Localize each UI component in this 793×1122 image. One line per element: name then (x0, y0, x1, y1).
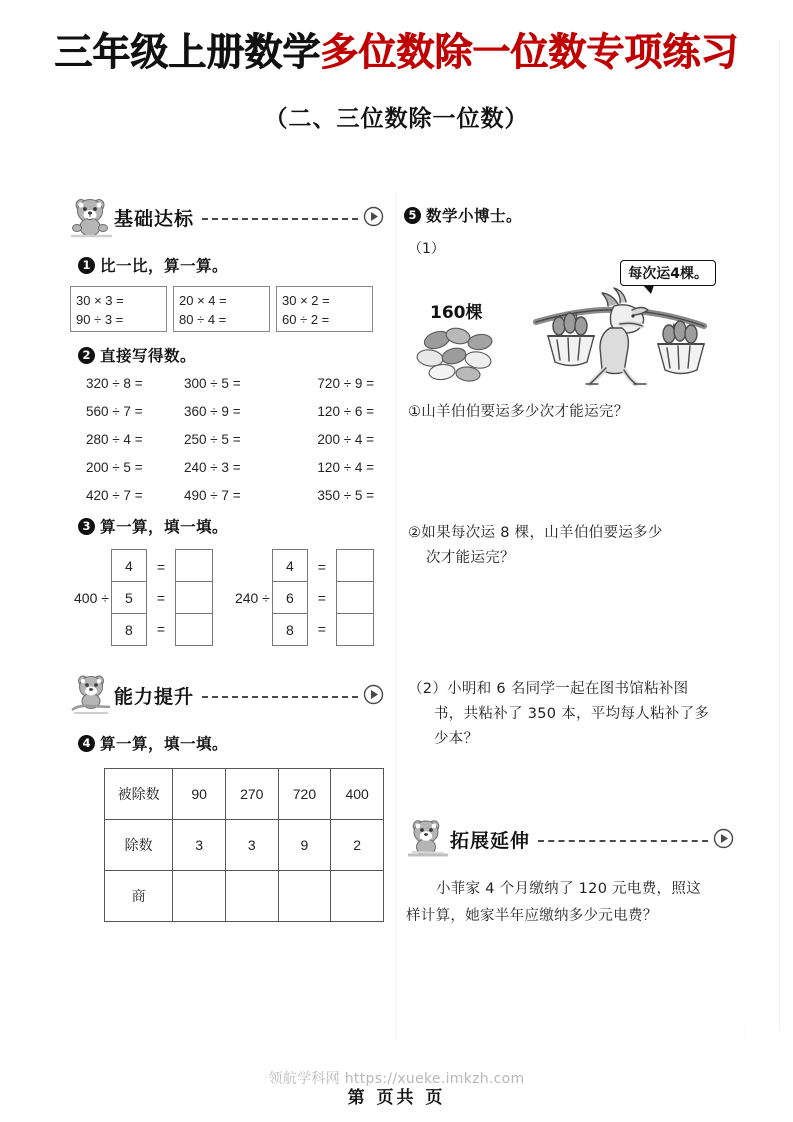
calc-item[interactable]: 350 ÷ 5 = (317, 488, 374, 503)
bear-pencil-mascot-icon (404, 816, 452, 862)
left-column (68, 196, 384, 922)
question-prompt: 直接写得数。 (100, 347, 197, 365)
section-title-extend: 拓展延伸 (450, 830, 531, 852)
question-number: 5 (404, 207, 421, 224)
dividend-label: 240 ÷ (234, 589, 270, 606)
question-3-body (74, 549, 384, 646)
subtitle: （二、三位数除一位数） (264, 106, 529, 132)
equals-sign: = (317, 558, 326, 575)
table-cell[interactable]: 270 (225, 769, 278, 820)
section-divider (202, 218, 358, 220)
question-5-sub2-line2: 次才能运完？ (426, 550, 515, 566)
table-cell[interactable]: 2 (331, 820, 384, 871)
part-label-1: （1） (408, 241, 445, 257)
answer-box[interactable] (337, 614, 373, 645)
answer-box[interactable] (337, 550, 373, 582)
calc-box[interactable] (173, 286, 270, 332)
scan-artifact-line (395, 190, 396, 1040)
equals-sign: = (156, 558, 166, 575)
section-header-extend (404, 818, 734, 864)
calc-item[interactable]: 200 ÷ 5 = (86, 460, 143, 475)
section-header-basic (68, 196, 384, 242)
bear-mascot-icon (68, 194, 116, 240)
question-2-grid (86, 376, 384, 503)
divisor-cell: 4 (273, 550, 307, 582)
question-5-sub1: ①山羊伯伯要运多少次才能运完？ (408, 404, 629, 420)
calc-item[interactable]: 120 ÷ 6 = (317, 404, 374, 419)
dividend-label: 400 ÷ (74, 589, 109, 606)
question-5-part2-line1: （2）小明和 6 名同学一起在图书馆粘补图 (408, 681, 689, 697)
divisor-cell: 4 (112, 550, 146, 582)
calc-item[interactable]: 360 ÷ 9 = (184, 404, 241, 419)
question-number: 2 (78, 347, 95, 364)
right-column (404, 196, 734, 930)
row-header: 商 (105, 871, 173, 922)
extend-question-body (406, 876, 734, 930)
answer-space[interactable] (404, 571, 734, 667)
calc-line: 30 × 3 = (76, 293, 124, 308)
question-1-boxes (70, 286, 384, 332)
row-header: 被除数 (105, 769, 173, 820)
table-cell[interactable]: 3 (225, 820, 278, 871)
calc-item[interactable]: 300 ÷ 5 = (184, 376, 241, 391)
calc-line: 60 ÷ 2 = (282, 312, 330, 327)
divisor-stack (272, 549, 308, 646)
question-number: 1 (78, 257, 95, 274)
table-cell[interactable] (173, 871, 226, 922)
division-group (235, 549, 374, 646)
equals-column (153, 551, 169, 644)
answer-stack (175, 549, 213, 646)
answer-box[interactable] (176, 550, 212, 582)
question-prompt: 数学小博士。 (426, 207, 523, 225)
calc-item[interactable]: 120 ÷ 4 = (317, 460, 374, 475)
table-row (105, 769, 384, 820)
question-1-heading (78, 254, 384, 276)
calc-line: 90 ÷ 3 = (76, 312, 124, 327)
table-cell[interactable]: 3 (173, 820, 226, 871)
divisor-cell: 6 (273, 582, 307, 614)
page-number-footer: 第 页共 页 (347, 1088, 446, 1108)
section-divider (202, 696, 358, 698)
calc-line: 80 ÷ 4 = (179, 312, 227, 327)
calc-item[interactable]: 560 ÷ 7 = (86, 404, 143, 419)
section-divider (538, 840, 708, 842)
extend-line-2: 样计算，她家半年应缴纳多少元电费？ (406, 908, 658, 924)
question-5-part2-line3: 少本？ (434, 731, 479, 747)
section-title-ability: 能力提升 (114, 686, 195, 708)
main-title-line (0, 26, 793, 78)
calc-box[interactable] (70, 286, 167, 332)
calc-item[interactable]: 490 ÷ 7 = (184, 488, 241, 503)
answer-box[interactable] (176, 582, 212, 614)
answer-space[interactable] (404, 425, 734, 511)
page-title (0, 26, 793, 133)
play-circle-icon[interactable] (363, 206, 384, 227)
table-row (105, 871, 384, 922)
question-3-heading (78, 515, 384, 537)
question-prompt: 比一比，算一算。 (100, 257, 229, 275)
table-row (105, 820, 384, 871)
extend-line-1: 小菲家 4 个月缴纳了 120 元电费，照这 (436, 881, 701, 897)
sapling-count-label: 160棵 (430, 303, 483, 323)
divisor-cell: 8 (285, 621, 294, 638)
faint-logo-watermark (683, 1020, 745, 1044)
table-cell[interactable] (278, 871, 331, 922)
equals-sign: = (317, 589, 326, 606)
question-2-heading (78, 344, 384, 366)
calc-line: 30 × 2 = (282, 293, 330, 308)
table-cell[interactable] (331, 871, 384, 922)
calc-item[interactable]: 320 ÷ 8 = (86, 376, 143, 391)
play-circle-icon[interactable] (363, 684, 384, 705)
row-header: 除数 (105, 820, 173, 871)
title-red-part: 多位数除一位数专项练习 (320, 30, 739, 74)
goat-illustration (404, 260, 734, 390)
question-prompt: 算一算，填一填。 (100, 518, 229, 536)
question-5-part2-line2: 书，共粘补了 350 本，平均每人粘补了多 (434, 706, 710, 722)
speech-bubble: 每次运4棵。 (620, 260, 716, 286)
division-group (74, 549, 213, 646)
calc-item[interactable]: 200 ÷ 4 = (317, 432, 374, 447)
calc-item[interactable]: 720 ÷ 9 = (317, 376, 374, 391)
site-watermark: 领航学科网 https://xueke.imkzh.com (268, 1071, 525, 1087)
question-5-sub2-line1: ②如果每次运 8 棵，山羊伯伯要运多少 (408, 525, 663, 541)
equals-sign: = (156, 589, 166, 606)
question-number: 3 (78, 518, 95, 535)
question-5-heading (404, 204, 734, 226)
table-cell[interactable]: 400 (331, 769, 384, 820)
table-cell[interactable]: 90 (173, 769, 226, 820)
calc-box[interactable] (276, 286, 373, 332)
calc-item[interactable]: 420 ÷ 7 = (86, 488, 143, 503)
section-header-ability (68, 674, 384, 720)
divisor-stack (111, 549, 147, 646)
goat-carrier-figure (514, 280, 729, 390)
calc-item[interactable]: 250 ÷ 5 = (184, 432, 241, 447)
question-prompt: 算一算，填一填。 (100, 735, 229, 753)
question-number: 4 (78, 735, 95, 752)
table-cell[interactable]: 9 (278, 820, 331, 871)
answer-box[interactable] (176, 614, 212, 645)
divisor-cell: 8 (125, 621, 133, 638)
answer-box[interactable] (337, 582, 373, 614)
equals-column (314, 551, 330, 644)
title-black-part: 三年级上册数学 (54, 30, 321, 74)
question-4-heading (78, 732, 384, 754)
equals-sign: = (317, 620, 326, 637)
scan-artifact-line (779, 40, 780, 1030)
equals-sign: = (156, 620, 166, 637)
table-cell[interactable] (225, 871, 278, 922)
divisor-cell: 5 (112, 582, 146, 614)
answer-stack (336, 549, 374, 646)
play-circle-icon[interactable] (713, 828, 734, 849)
table-cell[interactable]: 720 (278, 769, 331, 820)
calc-item[interactable]: 240 ÷ 3 = (184, 460, 241, 475)
quotient-table (104, 768, 384, 922)
calc-item[interactable]: 280 ÷ 4 = (86, 432, 143, 447)
calc-line: 20 × 4 = (179, 293, 227, 308)
bear-sled-mascot-icon (68, 672, 116, 718)
section-title-basic: 基础达标 (114, 208, 195, 230)
